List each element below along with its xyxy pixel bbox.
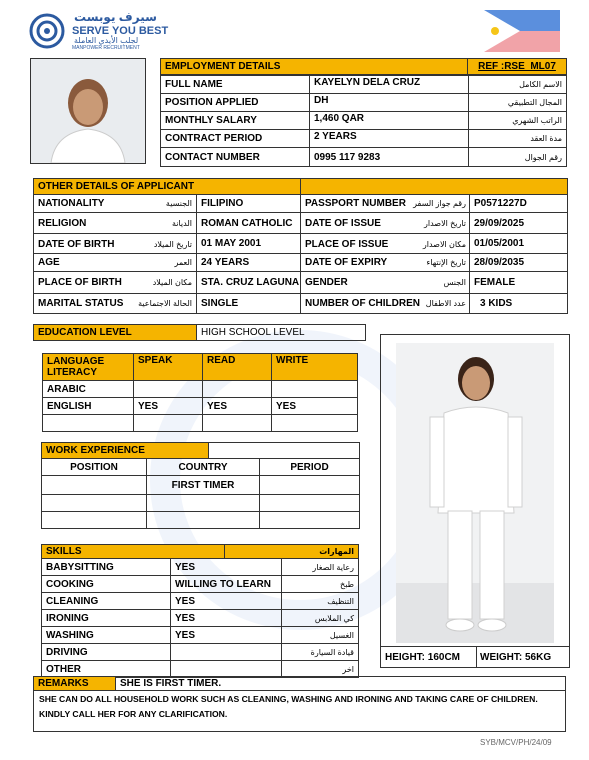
detail-label: NATIONALITY — [38, 198, 105, 209]
detail-value: FEMALE — [469, 271, 568, 294]
brand-tagline: MANPOWER RECRUITMENT — [72, 45, 140, 51]
work-country — [147, 495, 260, 512]
write-header: WRITE — [272, 354, 358, 381]
detail-value: ROMAN CATHOLIC — [196, 212, 301, 234]
work-experience-table — [41, 458, 360, 529]
weight-value: WEIGHT: 56KG — [476, 646, 570, 668]
employment-value: DH — [309, 93, 469, 112]
detail-label: DATE OF EXPIRY — [305, 257, 388, 268]
detail-arabic: تاريخ الميلاد — [153, 240, 192, 249]
skill-arabic: كي الملابس — [282, 610, 359, 627]
skill-value — [171, 661, 282, 678]
detail-value: 29/09/2025 — [469, 212, 568, 234]
detail-label: PASSPORT NUMBER — [305, 198, 406, 209]
detail-value: 01/05/2001 — [469, 233, 568, 254]
detail-label: GENDER — [305, 277, 348, 288]
philippines-flag-icon — [484, 10, 560, 52]
skill-value: YES — [171, 593, 282, 610]
employment-arabic: الراتب الشهري — [468, 111, 567, 130]
position-column: POSITION — [42, 459, 147, 476]
other-details-header: OTHER DETAILS OF APPLICANT — [33, 178, 301, 195]
skill-value — [171, 644, 282, 661]
skill-arabic: الغسيل — [282, 627, 359, 644]
skills-header: SKILLS — [41, 544, 225, 559]
detail-label: AGE — [38, 257, 60, 268]
skill-name: BABYSITTING — [42, 559, 171, 576]
language-read — [203, 381, 272, 398]
detail-arabic: العمر — [174, 258, 192, 267]
work-country: FIRST TIMER — [147, 476, 260, 495]
detail-label: RELIGION — [38, 218, 87, 229]
skills-table — [41, 558, 359, 678]
detail-arabic: الجنسية — [165, 199, 192, 208]
detail-arabic: الجنس — [443, 278, 466, 287]
language-write: YES — [272, 398, 358, 415]
detail-value: 28/09/2035 — [469, 253, 568, 272]
employment-value: 0995 117 9283 — [309, 147, 469, 167]
employment-value: 1,460 QAR — [309, 111, 469, 130]
detail-arabic: عدد الاطفال — [425, 299, 466, 308]
work-period — [260, 476, 360, 495]
skill-arabic: قيادة السيارة — [282, 644, 359, 661]
remarks-line: KINDLY CALL HER FOR ANY CLARIFICATION. — [39, 709, 228, 719]
full-body-photo-frame — [380, 334, 570, 668]
other-details-header-right — [300, 178, 568, 195]
skill-value: YES — [171, 610, 282, 627]
brand-arabic: سيرف يوبست — [74, 10, 157, 24]
detail-value: 3 KIDS — [469, 293, 568, 314]
reference-text: REF :RSE_ML07 — [478, 61, 556, 72]
work-position — [42, 512, 147, 529]
skill-name: OTHER — [42, 661, 171, 678]
detail-arabic: تاريخ الإنتهاء — [426, 258, 466, 267]
language-blank — [272, 415, 358, 432]
work-experience-header-right — [208, 442, 360, 459]
detail-label: PLACE OF BIRTH — [38, 277, 122, 288]
speak-header: SPEAK — [134, 354, 203, 381]
height-value: HEIGHT: 160CM — [381, 646, 477, 668]
language-name: ARABIC — [43, 381, 134, 398]
education-label: EDUCATION LEVEL — [33, 324, 197, 341]
detail-arabic: تاريخ الاصدار — [423, 219, 466, 228]
detail-value: FILIPINO — [196, 194, 301, 213]
brand-arabic-tagline: لجلب الأيدي العاملة — [74, 36, 139, 45]
detail-arabic: الديانة — [171, 219, 192, 228]
reference-number — [467, 58, 567, 75]
employment-arabic: الاسم الكامل — [468, 75, 567, 94]
work-period — [260, 495, 360, 512]
skill-value: YES — [171, 627, 282, 644]
employment-label: CONTACT NUMBER — [160, 147, 310, 167]
profile-photo — [30, 58, 146, 164]
employment-header: EMPLOYMENT DETAILS — [160, 58, 468, 75]
language-speak: YES — [134, 398, 203, 415]
employment-label: MONTHLY SALARY — [160, 111, 310, 130]
read-header: READ — [203, 354, 272, 381]
skill-arabic: رعاية الصغار — [282, 559, 359, 576]
language-blank — [134, 415, 203, 432]
skill-name: WASHING — [42, 627, 171, 644]
skill-arabic: اخر — [282, 661, 359, 678]
work-position — [42, 476, 147, 495]
detail-label: NUMBER OF CHILDREN — [305, 298, 420, 309]
employment-value: KAYELYN DELA CRUZ — [309, 75, 469, 94]
remarks-box — [33, 690, 566, 732]
period-column: PERIOD — [260, 459, 360, 476]
company-logo — [28, 10, 188, 52]
work-position — [42, 495, 147, 512]
remarks-label: REMARKS — [33, 676, 116, 691]
work-period — [260, 512, 360, 529]
skill-name: IRONING — [42, 610, 171, 627]
language-table — [42, 353, 358, 432]
detail-label: PLACE OF ISSUE — [305, 239, 389, 250]
detail-value: P0571227D — [469, 194, 568, 213]
employment-label: POSITION APPLIED — [160, 93, 310, 112]
language-read: YES — [203, 398, 272, 415]
detail-label: MARITAL STATUS — [38, 298, 124, 309]
full-body-photo — [396, 343, 554, 643]
detail-value: SINGLE — [196, 293, 301, 314]
language-blank — [43, 415, 134, 432]
language-header: LANGUAGE LITERACY — [43, 354, 134, 381]
detail-value: STA. CRUZ LAGUNA — [196, 271, 301, 294]
skills-header-arabic: المهارات — [224, 544, 359, 559]
skill-value: YES — [171, 559, 282, 576]
language-blank — [203, 415, 272, 432]
country-column: COUNTRY — [147, 459, 260, 476]
skill-value: WILLING TO LEARN — [171, 576, 282, 593]
remarks-headline: SHE IS FIRST TIMER. — [115, 676, 566, 691]
detail-arabic: الحالة الاجتماعية — [138, 299, 192, 308]
employment-arabic: المجال التطبيقي — [468, 93, 567, 112]
skill-name: COOKING — [42, 576, 171, 593]
detail-arabic: مكان الاصدار — [422, 240, 466, 249]
language-name: ENGLISH — [43, 398, 134, 415]
skill-name: CLEANING — [42, 593, 171, 610]
detail-label: DATE OF ISSUE — [305, 218, 381, 229]
skill-arabic: طبخ — [282, 576, 359, 593]
employment-arabic: مدة العقد — [468, 129, 567, 148]
employment-value: 2 YEARS — [309, 129, 469, 148]
remarks-line: SHE CAN DO ALL HOUSEHOLD WORK SUCH AS CLEANING, WASHING AND IRONING AND TAKING CARE OF CHILDREN. — [39, 694, 538, 704]
skill-name: DRIVING — [42, 644, 171, 661]
brand-name: SERVE YOU BEST — [72, 25, 169, 37]
work-experience-header: WORK EXPERIENCE — [41, 442, 209, 459]
detail-arabic: مكان الميلاد — [152, 278, 192, 287]
employment-label: FULL NAME — [160, 75, 310, 94]
detail-value: 01 MAY 2001 — [196, 233, 301, 254]
skill-arabic: التنظيف — [282, 593, 359, 610]
detail-label: DATE OF BIRTH — [38, 239, 115, 250]
detail-arabic: رقم جواز السفر — [413, 199, 466, 208]
education-value: HIGH SCHOOL LEVEL — [196, 324, 366, 341]
language-write — [272, 381, 358, 398]
employment-label: CONTRACT PERIOD — [160, 129, 310, 148]
language-speak — [134, 381, 203, 398]
detail-value: 24 YEARS — [196, 253, 301, 272]
work-country — [147, 512, 260, 529]
footer-code: SYB/MCV/PH/24/09 — [480, 738, 552, 747]
employment-arabic: رقم الجوال — [468, 147, 567, 167]
